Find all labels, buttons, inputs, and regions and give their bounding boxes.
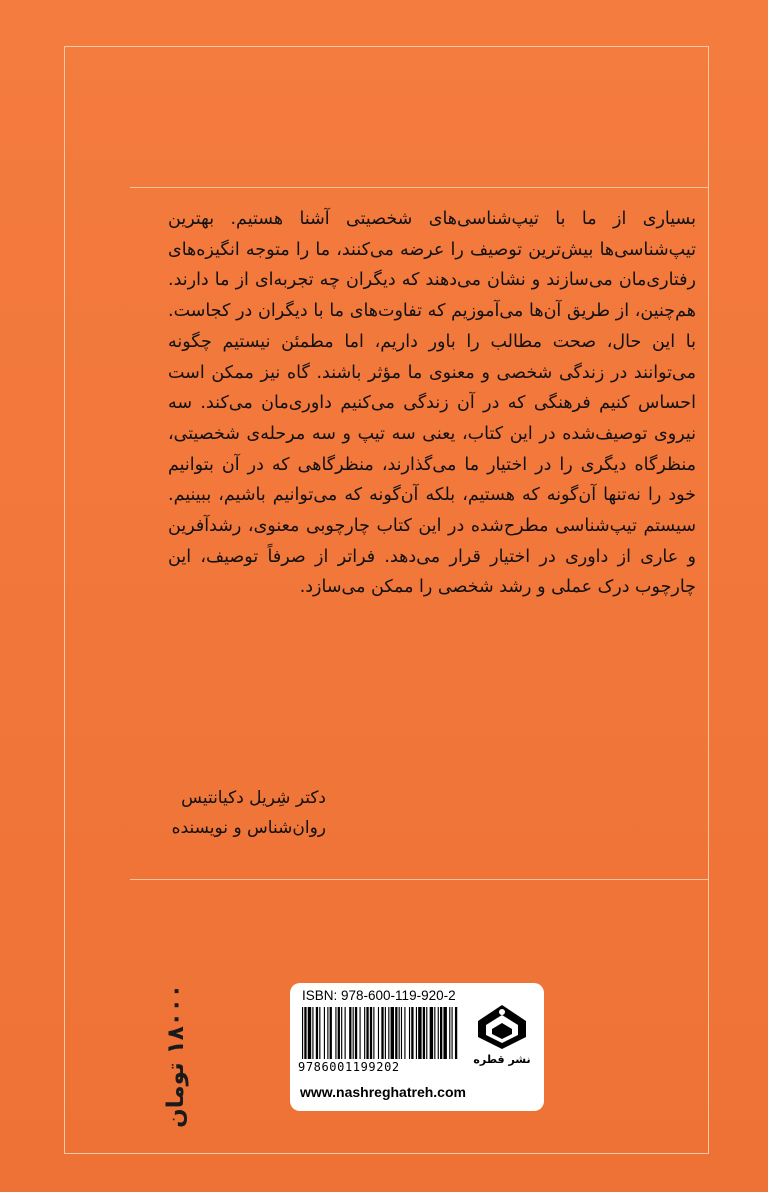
barcode-icon xyxy=(300,1007,458,1059)
drop-logo-icon xyxy=(474,1003,530,1051)
author-name: دکتر شِریل دکیانتیس xyxy=(181,788,326,808)
top-divider xyxy=(130,187,708,188)
bottom-divider xyxy=(130,879,708,880)
barcode-sticker xyxy=(290,983,544,1111)
blurb-text: بسیاری از ما با تیپ‌شناسی‌های شخصیتی آشنا هستیم. بهترین تیپ‌شناسی‌ها بیش‌ترین توصیف را عرضه می‌کنند، ما را متوجه انگیزه‌های رفتاری‌مان می‌سازند و نشان می‌دهند که دیگران چه تجربه‌ای از ما دارند. هم‌چنین، از طریق آن‌ها می‌آموزیم که تفاوت‌های ما با دیگران در کجاست. با این حال، صحت مطالب را باور داریم، اما مطمئن نیستیم چگونه می‌توانند در زندگی شخصی و معنوی ما مؤثر باشند. گاه نیز ممکن است احساس کنیم فرهنگی که در آن زندگی می‌کنیم داوری‌مان می‌کند. سه نیروی توصیف‌شده در این کتاب، یعنی سه تیپ و سه مرحله‌ی شخصیتی، منظرگاه دیگری را در اختیار ما می‌گذارند، منظرگاهی که در آن بتوانیم خود را نه‌تنها آن‌گونه که هستیم، بلکه آن‌گونه که می‌توانیم باشیم، ببینیم. سیستم تیپ‌شناسی مطرح‌شده در این کتاب چارچوبی معنوی، رشدآفرین و عاری از داوری در اختیار قرار می‌دهد. فراتر از صرفاً توصیف، این چارچوب درک عملی و رشد شخصی را ممکن می‌سازد. xyxy=(168,209,696,598)
author-signature xyxy=(172,783,326,843)
publisher-name: نشر قطره xyxy=(473,1053,531,1066)
isbn-text: ISBN: 978-600-119-920-2 xyxy=(302,988,456,1003)
ean-digits: 9786001199202 xyxy=(298,1060,400,1074)
author-role: روان‌شناس و نویسنده xyxy=(171,818,326,838)
publisher-website: www.nashreghatreh.com xyxy=(300,1084,466,1100)
price-label: ۱۸۰۰۰ تومان xyxy=(163,984,189,1128)
publisher-logo xyxy=(466,1003,538,1069)
